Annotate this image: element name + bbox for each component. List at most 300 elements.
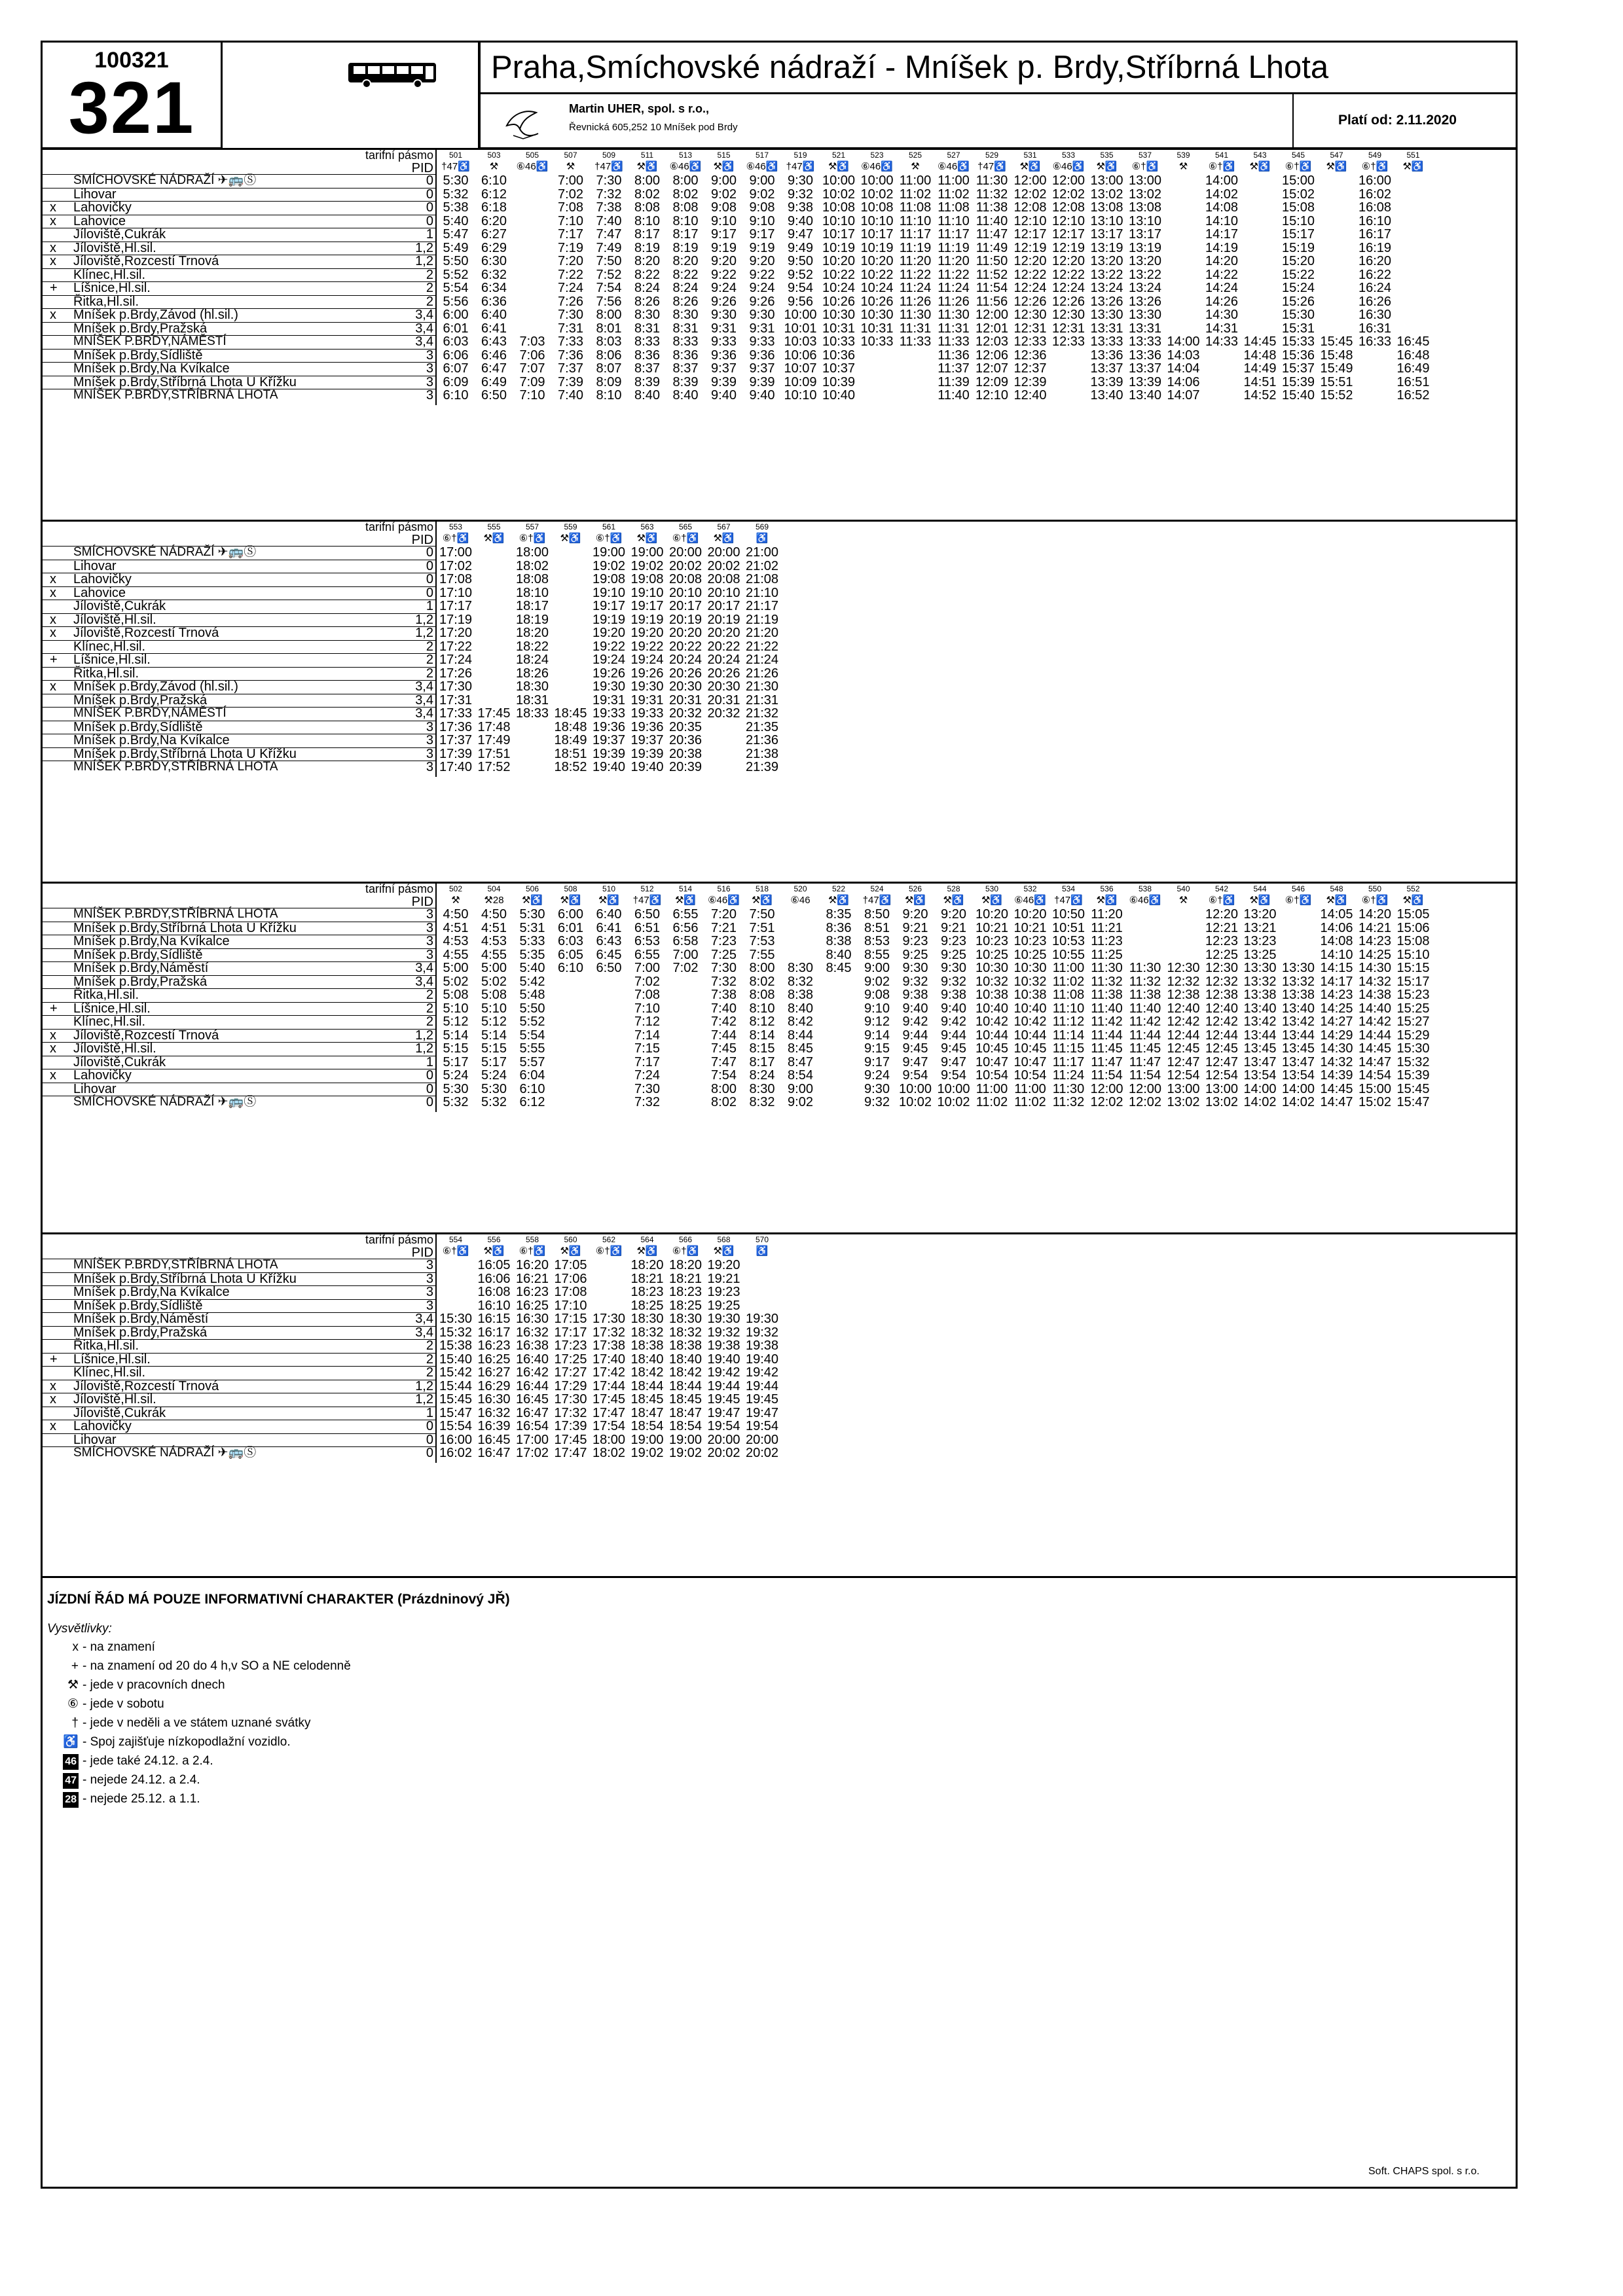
departure-time: 13:47 bbox=[1243, 1054, 1277, 1069]
departure-time: 13:40 bbox=[1090, 388, 1123, 403]
departure-time: 4:50 bbox=[443, 907, 469, 922]
stop-name: Jíloviště,Rozcestí Trnová bbox=[73, 1378, 219, 1393]
departure-time: 7:42 bbox=[711, 1014, 737, 1029]
trip-number: 547 bbox=[1330, 151, 1343, 160]
trip-number: 533 bbox=[1061, 151, 1076, 160]
departure-time: 13:24 bbox=[1090, 281, 1123, 295]
departure-time: 19:17 bbox=[592, 599, 626, 613]
departure-time: 8:15 bbox=[749, 1041, 775, 1056]
departure-time: 20:26 bbox=[668, 666, 702, 681]
trip-number: 503 bbox=[487, 151, 501, 160]
departure-time: 8:45 bbox=[788, 1041, 813, 1056]
departure-time: 16:33 bbox=[1358, 334, 1392, 349]
fare-zone: 1 bbox=[426, 1405, 433, 1420]
trip-symbols: ⑥†♿ bbox=[1131, 161, 1159, 172]
trip-symbols: ♿ bbox=[756, 533, 769, 544]
departure-time: 7:51 bbox=[749, 920, 775, 935]
departure-time: 15:47 bbox=[1396, 1095, 1430, 1109]
departure-time: 18:51 bbox=[554, 746, 587, 761]
departure-time: 18:32 bbox=[630, 1325, 664, 1340]
trip-symbols: ⑥46♿ bbox=[938, 161, 970, 172]
request-stop-mark: x bbox=[50, 308, 56, 322]
departure-time: 15:40 bbox=[1281, 388, 1315, 403]
departure-time: 11:54 bbox=[976, 281, 1008, 295]
legend-text: - nejede 25.12. a 1.1. bbox=[82, 1792, 200, 1806]
stop-name: Řitka,Hl.sil. bbox=[73, 988, 139, 1002]
departure-time: 10:20 bbox=[1013, 907, 1047, 922]
departure-time: 15:47 bbox=[439, 1405, 473, 1420]
departure-time: 8:10 bbox=[749, 1001, 775, 1016]
trip-number: 543 bbox=[1253, 151, 1267, 160]
departure-time: 18:25 bbox=[668, 1298, 702, 1313]
trip-symbols: ⚒♿ bbox=[636, 533, 658, 544]
trip-number: 532 bbox=[1023, 884, 1037, 893]
zone-header: tarifní pásmo bbox=[365, 1233, 433, 1246]
departure-time: 10:40 bbox=[1013, 1001, 1047, 1016]
departure-time: 16:32 bbox=[515, 1325, 549, 1340]
departure-time: 13:17 bbox=[1090, 227, 1123, 242]
departure-time: 13:33 bbox=[1128, 334, 1162, 349]
departure-time: 10:42 bbox=[1013, 1014, 1047, 1029]
departure-time: 5:35 bbox=[519, 947, 545, 962]
stop-name: Mníšek p.Brdy,Stříbrná Lhota U Křížku bbox=[73, 746, 297, 761]
departure-time: 7:30 bbox=[711, 961, 737, 975]
departure-time: 13:47 bbox=[1281, 1054, 1315, 1069]
departure-time: 10:00 bbox=[937, 1081, 970, 1096]
departure-time: 14:19 bbox=[1205, 240, 1239, 255]
stop-name: Řitka,Hl.sil. bbox=[73, 666, 139, 681]
departure-time: 11:02 bbox=[1052, 974, 1085, 989]
fare-zone: 3 bbox=[426, 907, 433, 922]
departure-time: 9:40 bbox=[941, 1001, 966, 1016]
fare-zone: 0 bbox=[426, 558, 433, 573]
timetable-section bbox=[41, 148, 1518, 405]
departure-time: 7:39 bbox=[558, 374, 583, 389]
departure-time: 17:51 bbox=[477, 746, 511, 761]
departure-time: 11:30 bbox=[1091, 961, 1123, 975]
departure-time: 17:17 bbox=[439, 599, 473, 613]
departure-time: 8:36 bbox=[634, 348, 660, 363]
departure-time: 9:10 bbox=[711, 213, 737, 228]
departure-time: 17:52 bbox=[477, 760, 511, 774]
trip-number: 525 bbox=[908, 151, 922, 160]
departure-time: 12:33 bbox=[1051, 334, 1085, 349]
departure-time: 11:54 bbox=[1129, 1068, 1161, 1083]
fare-zone: 1,2 bbox=[415, 254, 433, 268]
departure-time: 6:10 bbox=[481, 173, 507, 188]
departure-time: 12:45 bbox=[1205, 1041, 1239, 1056]
departure-time: 11:19 bbox=[899, 240, 932, 255]
departure-time: 19:23 bbox=[707, 1285, 740, 1299]
fare-zone: 0 bbox=[426, 200, 433, 215]
departure-time: 11:31 bbox=[938, 321, 970, 336]
departure-time: 18:19 bbox=[515, 612, 549, 627]
departure-time: 16:21 bbox=[515, 1271, 549, 1286]
request-stop-mark: x bbox=[50, 1028, 56, 1043]
departure-time: 14:25 bbox=[1358, 947, 1392, 962]
departure-time: 4:53 bbox=[481, 934, 507, 948]
departure-time: 14:20 bbox=[1358, 907, 1392, 922]
trip-symbols: ⑥46♿ bbox=[669, 161, 702, 172]
departure-time: 6:46 bbox=[481, 348, 507, 363]
departure-time: 11:37 bbox=[938, 361, 970, 376]
departure-time: 21:02 bbox=[745, 558, 779, 573]
departure-time: 7:02 bbox=[672, 961, 699, 975]
departure-time: 8:08 bbox=[749, 988, 775, 1002]
departure-time: 15:29 bbox=[1396, 1028, 1430, 1043]
departure-time: 8:36 bbox=[672, 348, 699, 363]
departure-time: 6:18 bbox=[481, 200, 507, 215]
departure-time: 10:10 bbox=[822, 213, 856, 228]
request-stop-mark: + bbox=[50, 281, 58, 295]
departure-time: 15:15 bbox=[1396, 961, 1430, 975]
departure-time: 14:23 bbox=[1358, 934, 1392, 948]
departure-time: 11:33 bbox=[899, 334, 932, 349]
departure-time: 8:01 bbox=[596, 321, 622, 336]
fare-zone: 3,4 bbox=[415, 1325, 433, 1340]
departure-time: 16:06 bbox=[477, 1271, 511, 1286]
departure-time: 9:20 bbox=[902, 907, 928, 922]
departure-time: 10:51 bbox=[1051, 920, 1085, 935]
departure-time: 12:23 bbox=[1205, 934, 1239, 948]
departure-time: 10:32 bbox=[1013, 974, 1047, 989]
departure-time: 11:38 bbox=[976, 200, 1008, 215]
departure-time: 11:00 bbox=[1052, 961, 1085, 975]
departure-time: 6:07 bbox=[443, 361, 469, 376]
departure-time: 10:24 bbox=[860, 281, 894, 295]
departure-time: 5:24 bbox=[481, 1068, 507, 1083]
fare-zone: 3 bbox=[426, 1298, 433, 1313]
departure-time: 8:37 bbox=[634, 361, 660, 376]
departure-time: 9:30 bbox=[788, 173, 813, 188]
departure-time: 12:08 bbox=[1013, 200, 1047, 215]
legend-symbol: † bbox=[71, 1716, 79, 1730]
departure-time: 8:47 bbox=[788, 1054, 813, 1069]
departure-time: 18:25 bbox=[630, 1298, 664, 1313]
departure-time: 6:00 bbox=[558, 907, 583, 922]
departure-time: 9:12 bbox=[864, 1014, 890, 1029]
departure-time: 13:10 bbox=[1090, 213, 1123, 228]
legend-item bbox=[54, 1772, 200, 1789]
trip-symbols: †47♿ bbox=[977, 161, 1006, 172]
departure-time: 9:20 bbox=[941, 907, 966, 922]
trip-symbols: ♿ bbox=[756, 1246, 769, 1257]
departure-time: 5:40 bbox=[443, 213, 469, 228]
departure-time: 19:25 bbox=[707, 1298, 740, 1313]
trip-number: 539 bbox=[1176, 151, 1190, 160]
departure-time: 13:38 bbox=[1243, 988, 1277, 1002]
departure-time: 20:32 bbox=[707, 706, 740, 721]
departure-time: 19:20 bbox=[592, 626, 626, 640]
departure-time: 6:12 bbox=[481, 187, 507, 202]
departure-time: 8:08 bbox=[634, 200, 660, 215]
trip-symbols: ⑥†♿ bbox=[1361, 895, 1389, 906]
departure-time: 12:47 bbox=[1205, 1054, 1239, 1069]
trip-number: 554 bbox=[448, 1235, 463, 1244]
departure-time: 6:36 bbox=[481, 294, 507, 309]
departure-time: 11:10 bbox=[938, 213, 970, 228]
departure-time: 15:33 bbox=[1281, 334, 1315, 349]
departure-time: 7:15 bbox=[634, 1041, 660, 1056]
trip-number: 534 bbox=[1061, 884, 1076, 893]
departure-time: 21:26 bbox=[745, 666, 779, 681]
legend-text: - na znamení od 20 do 4 h,v SO a NE celodenně bbox=[82, 1659, 351, 1673]
departure-time: 18:42 bbox=[630, 1365, 664, 1380]
departure-time: 21:17 bbox=[745, 599, 779, 613]
departure-time: 14:25 bbox=[1320, 1001, 1353, 1016]
departure-time: 9:17 bbox=[749, 227, 775, 242]
departure-time: 19:26 bbox=[592, 666, 626, 681]
fare-zone: 1,2 bbox=[415, 1028, 433, 1043]
departure-time: 10:25 bbox=[1013, 947, 1047, 962]
departure-time: 6:09 bbox=[443, 374, 469, 389]
departure-time: 9:45 bbox=[902, 1041, 928, 1056]
departure-time: 5:10 bbox=[443, 1001, 469, 1016]
departure-time: 12:33 bbox=[1013, 334, 1047, 349]
trip-number: 514 bbox=[678, 884, 693, 893]
departure-time: 8:19 bbox=[672, 240, 699, 255]
departure-time: 16:45 bbox=[477, 1432, 511, 1447]
stop-name: Lahovičky bbox=[73, 1419, 132, 1433]
departure-time: 8:50 bbox=[864, 907, 890, 922]
stop-name: Mníšek p.Brdy,Závod (hl.sil.) bbox=[73, 679, 238, 694]
stop-name: Mníšek p.Brdy,Sídliště bbox=[73, 1298, 203, 1313]
departure-time: 6:05 bbox=[558, 947, 583, 962]
section-divider bbox=[41, 882, 1518, 884]
departure-time: 10:36 bbox=[822, 348, 856, 363]
departure-time: 9:56 bbox=[788, 294, 813, 309]
departure-time: 15:45 bbox=[1320, 334, 1353, 349]
operator-logo-icon bbox=[500, 99, 546, 145]
departure-time: 15:31 bbox=[1281, 321, 1315, 336]
departure-time: 15:17 bbox=[1396, 974, 1430, 989]
departure-time: 5:50 bbox=[443, 254, 469, 268]
departure-time: 6:10 bbox=[443, 388, 469, 403]
trip-number: 566 bbox=[678, 1235, 693, 1244]
departure-time: 9:42 bbox=[902, 1014, 928, 1029]
departure-time: 17:02 bbox=[515, 1446, 549, 1460]
stop-name: Lahovičky bbox=[73, 200, 132, 215]
departure-time: 11:17 bbox=[1052, 1054, 1085, 1069]
departure-time: 9:38 bbox=[902, 988, 928, 1002]
departure-time: 12:24 bbox=[1051, 281, 1085, 295]
departure-time: 11:36 bbox=[938, 348, 970, 363]
departure-time: 21:22 bbox=[745, 639, 779, 654]
departure-time: 19:10 bbox=[630, 585, 664, 600]
departure-time: 17:33 bbox=[439, 706, 473, 721]
trip-number: 570 bbox=[755, 1235, 769, 1244]
departure-time: 15:39 bbox=[1281, 374, 1315, 389]
departure-time: 7:30 bbox=[596, 173, 622, 188]
trip-number: 551 bbox=[1406, 151, 1420, 160]
departure-time: 15:22 bbox=[1281, 267, 1315, 282]
departure-time: 9:40 bbox=[788, 213, 813, 228]
departure-time: 8:24 bbox=[634, 281, 660, 295]
departure-time: 7:36 bbox=[558, 348, 583, 363]
departure-time: 8:51 bbox=[864, 920, 890, 935]
departure-time: 14:47 bbox=[1358, 1054, 1392, 1069]
departure-time: 16:45 bbox=[515, 1392, 549, 1407]
legend-text: - jede v neděli a ve státem uznané svátky bbox=[82, 1716, 311, 1730]
stop-name: Klínec,Hl.sil. bbox=[73, 1365, 146, 1380]
departure-time: 9:23 bbox=[902, 934, 928, 948]
departure-time: 10:42 bbox=[975, 1014, 1009, 1029]
departure-time: 19:39 bbox=[630, 746, 664, 761]
departure-time: 19:39 bbox=[592, 746, 626, 761]
departure-time: 16:17 bbox=[1358, 227, 1392, 242]
zone-header: tarifní pásmo bbox=[365, 882, 433, 895]
departure-time: 16:20 bbox=[515, 1258, 549, 1272]
departure-time: 9:47 bbox=[902, 1054, 928, 1069]
departure-time: 18:49 bbox=[554, 733, 587, 747]
departure-time: 10:47 bbox=[1013, 1054, 1047, 1069]
departure-time: 19:44 bbox=[707, 1378, 740, 1393]
legend-code-badge: 47 bbox=[63, 1773, 79, 1789]
departure-time: 19:00 bbox=[630, 545, 664, 560]
departure-time: 7:50 bbox=[596, 254, 622, 268]
trip-number: 519 bbox=[793, 151, 807, 160]
stop-name: Mníšek p.Brdy,Pražská bbox=[73, 692, 208, 708]
departure-time: 7:30 bbox=[558, 308, 583, 322]
departure-time: 7:38 bbox=[711, 988, 737, 1002]
fare-zone: 3,4 bbox=[415, 1312, 433, 1326]
section-divider bbox=[41, 520, 1518, 522]
departure-time: 16:19 bbox=[1358, 240, 1392, 255]
departure-time: 10:09 bbox=[784, 374, 817, 389]
departure-time: 12:20 bbox=[1051, 254, 1085, 268]
stop-name: Lihovar bbox=[73, 1432, 117, 1447]
departure-time: 14:02 bbox=[1243, 1095, 1277, 1109]
departure-time: 8:20 bbox=[634, 254, 660, 268]
departure-time: 9:47 bbox=[788, 227, 813, 242]
departure-time: 10:30 bbox=[1013, 961, 1047, 975]
departure-time: 8:22 bbox=[634, 267, 660, 282]
departure-time: 16:05 bbox=[477, 1258, 511, 1272]
departure-time: 7:02 bbox=[558, 187, 583, 202]
departure-time: 16:52 bbox=[1396, 388, 1430, 403]
departure-time: 21:30 bbox=[745, 679, 779, 694]
departure-time: 9:00 bbox=[749, 173, 775, 188]
departure-time: 17:45 bbox=[477, 706, 511, 721]
trip-number: 541 bbox=[1214, 151, 1229, 160]
departure-time: 12:22 bbox=[1013, 267, 1047, 282]
departure-time: 13:30 bbox=[1281, 961, 1315, 975]
trip-number: 565 bbox=[678, 522, 693, 531]
pid-header: PID bbox=[411, 533, 433, 547]
departure-time: 8:30 bbox=[749, 1081, 775, 1096]
departure-time: 7:32 bbox=[711, 974, 737, 989]
trip-number: 549 bbox=[1368, 151, 1382, 160]
departure-time: 8:00 bbox=[749, 961, 775, 975]
fare-zone: 3 bbox=[426, 1271, 433, 1286]
fare-zone: 3 bbox=[426, 746, 433, 761]
departure-time: 11:20 bbox=[938, 254, 970, 268]
operator-box bbox=[478, 92, 1518, 149]
stop-name: Mníšek p.Brdy,Pražská bbox=[73, 1325, 208, 1340]
departure-time: 15:38 bbox=[439, 1338, 473, 1353]
departure-time: 10:40 bbox=[975, 1001, 1009, 1016]
departure-time: 15:19 bbox=[1281, 240, 1315, 255]
departure-time: 20:35 bbox=[668, 719, 702, 734]
departure-time: 11:14 bbox=[1052, 1028, 1085, 1043]
departure-time: 9:00 bbox=[711, 173, 737, 188]
route-title: Praha,Smíchovské nádraží - Mníšek p. Brdy,Stříbrná Lhota bbox=[491, 50, 1329, 85]
trip-number: 513 bbox=[678, 151, 693, 160]
departure-time: 11:38 bbox=[1129, 988, 1161, 1002]
departure-time: 20:02 bbox=[668, 558, 702, 573]
line-id: 100321 bbox=[94, 48, 169, 73]
departure-time: 13:25 bbox=[1243, 947, 1277, 962]
departure-time: 9:20 bbox=[749, 254, 775, 268]
departure-time: 7:31 bbox=[558, 321, 583, 336]
departure-time: 6:51 bbox=[634, 920, 660, 935]
trip-symbols: ⚒♿ bbox=[1019, 161, 1041, 172]
request-stop-mark: + bbox=[50, 653, 58, 667]
departure-time: 9:44 bbox=[941, 1028, 966, 1043]
departure-time: 16:38 bbox=[515, 1338, 549, 1353]
fare-zone: 3 bbox=[426, 920, 433, 935]
departure-time: 7:19 bbox=[558, 240, 583, 255]
departure-time: 19:17 bbox=[630, 599, 664, 613]
departure-time: 11:30 bbox=[1129, 961, 1161, 975]
departure-time: 8:14 bbox=[749, 1028, 775, 1043]
departure-time: 9:08 bbox=[864, 988, 890, 1002]
fare-zone: 2 bbox=[426, 1338, 433, 1353]
departure-time: 17:44 bbox=[592, 1378, 626, 1393]
departure-time: 9:32 bbox=[864, 1095, 890, 1109]
departure-time: 19:37 bbox=[630, 733, 664, 747]
departure-time: 20:38 bbox=[668, 746, 702, 761]
stop-name: Mníšek p.Brdy,Na Kvíkalce bbox=[73, 934, 230, 948]
departure-time: 13:54 bbox=[1281, 1068, 1315, 1083]
departure-time: 13:02 bbox=[1167, 1095, 1200, 1109]
departure-time: 13:02 bbox=[1090, 187, 1123, 202]
legend-title: Vysvětlivky: bbox=[47, 1622, 112, 1636]
departure-time: 14:31 bbox=[1205, 321, 1239, 336]
departure-time: 18:02 bbox=[515, 558, 549, 573]
departure-time: 14:29 bbox=[1320, 1028, 1353, 1043]
departure-time: 4:53 bbox=[443, 934, 469, 948]
departure-time: 14:27 bbox=[1320, 1014, 1353, 1029]
departure-time: 10:31 bbox=[822, 321, 856, 336]
departure-time: 19:10 bbox=[592, 585, 626, 600]
fare-zone: 0 bbox=[426, 585, 433, 600]
departure-time: 15:00 bbox=[1358, 1081, 1392, 1096]
departure-time: 17:17 bbox=[554, 1325, 587, 1340]
departure-time: 10:20 bbox=[860, 254, 894, 268]
departure-time: 7:23 bbox=[711, 934, 737, 948]
stop-name: Klínec,Hl.sil. bbox=[73, 639, 146, 654]
departure-time: 9:47 bbox=[941, 1054, 966, 1069]
stop-name: Mníšek p.Brdy,Náměstí bbox=[73, 961, 209, 975]
departure-time: 20:26 bbox=[707, 666, 740, 681]
request-stop-mark: x bbox=[50, 254, 56, 268]
departure-time: 13:00 bbox=[1090, 173, 1123, 188]
fare-zone: 0 bbox=[426, 1068, 433, 1083]
departure-time: 19:00 bbox=[592, 545, 626, 560]
departure-time: 5:31 bbox=[519, 920, 545, 935]
stop-name: Mníšek p.Brdy,Sídliště bbox=[73, 348, 203, 363]
departure-time: 12:54 bbox=[1167, 1068, 1200, 1083]
departure-time: 17:47 bbox=[592, 1405, 626, 1420]
trip-number: 504 bbox=[487, 884, 501, 893]
legend-item bbox=[54, 1640, 155, 1655]
departure-time: 20:22 bbox=[668, 639, 702, 654]
departure-time: 14:22 bbox=[1205, 267, 1239, 282]
departure-time: 7:06 bbox=[519, 348, 545, 363]
departure-time: 10:24 bbox=[822, 281, 856, 295]
departure-time: 19:31 bbox=[592, 692, 626, 708]
